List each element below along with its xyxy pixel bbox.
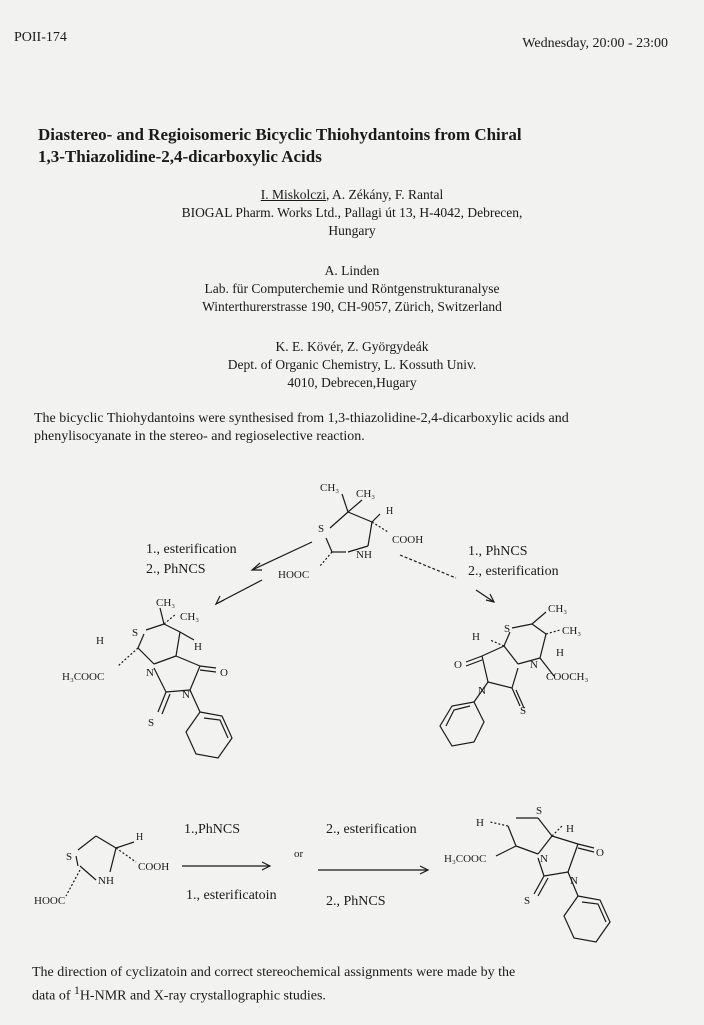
atom-label: N — [540, 853, 548, 865]
atom-label: H — [476, 817, 484, 829]
bond — [482, 656, 488, 682]
bond — [490, 640, 504, 646]
affiliation-3-line-1: Dept. of Organic Chemistry, L. Kossuth Univ. — [227, 357, 477, 372]
atom-label: O — [596, 847, 604, 859]
atom-label: N — [146, 667, 154, 679]
bond — [578, 844, 594, 848]
bond — [538, 818, 552, 836]
bond — [368, 522, 372, 546]
bond — [578, 848, 594, 852]
right-step-1: 1., PhNCS — [468, 544, 528, 559]
atom-label: H — [96, 635, 104, 647]
superscript: 1 — [73, 984, 80, 997]
atom-label: N — [478, 685, 486, 697]
presenting-author: I. Miskolczi — [260, 187, 326, 202]
bond — [482, 646, 504, 656]
bond — [80, 866, 96, 880]
bond — [78, 836, 96, 850]
atom-label: NH — [98, 875, 114, 887]
affiliation-2-line-2: Winterthurerstrasse 190, CH-9057, Zürich, Switzerland — [202, 299, 502, 314]
atom-label: O — [454, 659, 462, 671]
left-step-1: 1., esterification — [146, 542, 237, 557]
arrowhead — [216, 596, 224, 604]
bond — [348, 512, 372, 522]
bond — [158, 692, 166, 712]
atom-label: H₃COOC — [444, 853, 487, 865]
bond — [534, 876, 544, 894]
bond — [118, 648, 138, 666]
bond — [180, 632, 194, 640]
bottom-step-bottom-right: 2., PhNCS — [326, 894, 386, 909]
session-time: Wednesday, 20:00 - 23:00 — [522, 36, 668, 51]
or-label: or — [294, 848, 304, 860]
atom-label: COOH — [392, 534, 424, 546]
bond — [76, 856, 78, 866]
bond — [200, 666, 216, 668]
bond — [176, 632, 180, 656]
atom-label: CH₃ — [156, 597, 176, 609]
arrow-left — [252, 542, 312, 570]
atom-label: S — [504, 623, 511, 635]
conclusion-line-1: The direction of cyclizatoin and correct stereochemical assignments were made by the — [32, 965, 516, 980]
atom-label: S — [148, 717, 155, 729]
atom-label: N — [570, 875, 578, 887]
affiliation-1-line-2: Hungary — [328, 223, 376, 238]
bond — [116, 848, 136, 862]
bond — [488, 682, 512, 688]
bond — [538, 878, 548, 896]
atom-label: S — [318, 523, 325, 535]
bond — [342, 494, 348, 512]
bond — [540, 634, 546, 658]
bond — [330, 512, 348, 528]
bond — [552, 836, 578, 844]
bond — [160, 608, 164, 624]
atom-label: N — [182, 689, 190, 701]
bond — [512, 668, 518, 688]
bond — [326, 538, 332, 552]
atom-label: H — [194, 641, 202, 653]
bond — [146, 624, 164, 630]
bond — [138, 648, 154, 664]
atom-label: S — [520, 705, 527, 717]
bottom-step-top-right: 2., esterification — [326, 822, 417, 837]
atom-label: HOOC — [34, 895, 66, 907]
atom-label: H — [386, 506, 394, 517]
bond — [372, 522, 388, 532]
atom-label: S — [536, 805, 543, 817]
poster-code: POII-174 — [14, 30, 67, 45]
atom-label: COOCH₃ — [546, 671, 589, 683]
atom-label: CH₃ — [548, 603, 568, 615]
atom-label: CH₃ — [320, 482, 340, 494]
bond — [496, 846, 516, 856]
atom-label: H — [136, 832, 144, 843]
atom-label: N — [530, 659, 538, 671]
bond — [116, 842, 134, 848]
bottom-step-bottom-left: 1., esterificatoin — [186, 888, 277, 903]
right-step-2: 2., esterification — [468, 564, 559, 579]
atom-label: H — [566, 823, 574, 835]
atom-label: COOH — [138, 861, 170, 873]
bond — [490, 822, 508, 826]
conclusion-text: data of — [32, 988, 74, 1004]
bond — [162, 694, 170, 714]
atom-label: H₃COOC — [62, 671, 105, 683]
bond — [504, 646, 518, 664]
title-line-1: Diastereo- and Regioisomeric Bicyclic Thiohydantoins from Chiral — [38, 125, 522, 144]
bond — [190, 666, 200, 690]
bond — [552, 826, 562, 836]
authors-2: A. Linden — [324, 263, 380, 278]
atom-label: CH₃ — [356, 488, 376, 500]
atom-label: H — [556, 647, 564, 659]
conclusion-text: H-NMR and X-ray crystallographic studies. — [79, 988, 326, 1004]
bond — [512, 624, 532, 628]
bond — [516, 846, 538, 854]
bond — [544, 872, 568, 876]
atom-label: S — [132, 627, 139, 639]
bond — [154, 656, 176, 664]
atom-label: S — [66, 851, 73, 863]
bond — [538, 836, 552, 854]
bond — [110, 848, 116, 872]
bond — [532, 612, 546, 624]
affiliation-2-line-1: Lab. für Computerchemie und Röntgenstrukturanalyse — [204, 281, 500, 296]
abstract: The bicyclic Thiohydantoins were synthesised from 1,3-thiazolidine-2,4-dicarboxylic acids and phenylisocyanate in the stereo- and regioselective reaction. — [34, 411, 569, 444]
title-line-2: 1,3-Thiazolidine-2,4-dicarboxylic Acids — [38, 147, 322, 166]
bond — [532, 624, 546, 634]
co-authors: , A. Zékány, F. Rantal — [325, 187, 444, 202]
bottom-step-top-left: 1.,PhNCS — [184, 822, 241, 837]
atom-label: O — [220, 667, 228, 679]
atom-label: HOOC — [278, 569, 310, 581]
left-step-2: 2., PhNCS — [146, 562, 206, 577]
conclusion — [32, 964, 652, 1006]
conclusion-line-2 — [32, 982, 652, 1006]
bond — [568, 844, 578, 872]
bond — [546, 630, 560, 634]
bond — [164, 624, 180, 632]
bond — [320, 552, 332, 566]
arrow-right — [400, 555, 456, 578]
bond — [96, 836, 116, 848]
bond — [348, 500, 362, 512]
bond — [154, 668, 166, 692]
affiliation-3-line-2: 4010, Debrecen,Hugary — [287, 375, 417, 390]
bond — [138, 634, 144, 648]
bond — [66, 870, 80, 896]
atom-label: H — [472, 631, 480, 643]
bond — [190, 690, 200, 712]
bond — [176, 656, 200, 666]
atom-label: CH₃ — [180, 611, 200, 623]
bond — [372, 514, 380, 522]
bond — [164, 614, 176, 624]
atom-label: NH — [356, 549, 372, 561]
authors-3: K. E. Kövér, Z. Györgydeák — [275, 339, 429, 354]
affiliation-1-line-1: BIOGAL Pharm. Works Ltd., Pallagi út 13, H-4042, Debrecen, — [181, 205, 523, 220]
atom-label: CH₃ — [562, 625, 582, 637]
bond — [200, 670, 216, 672]
bond — [508, 826, 516, 846]
atom-label: S — [524, 895, 531, 907]
